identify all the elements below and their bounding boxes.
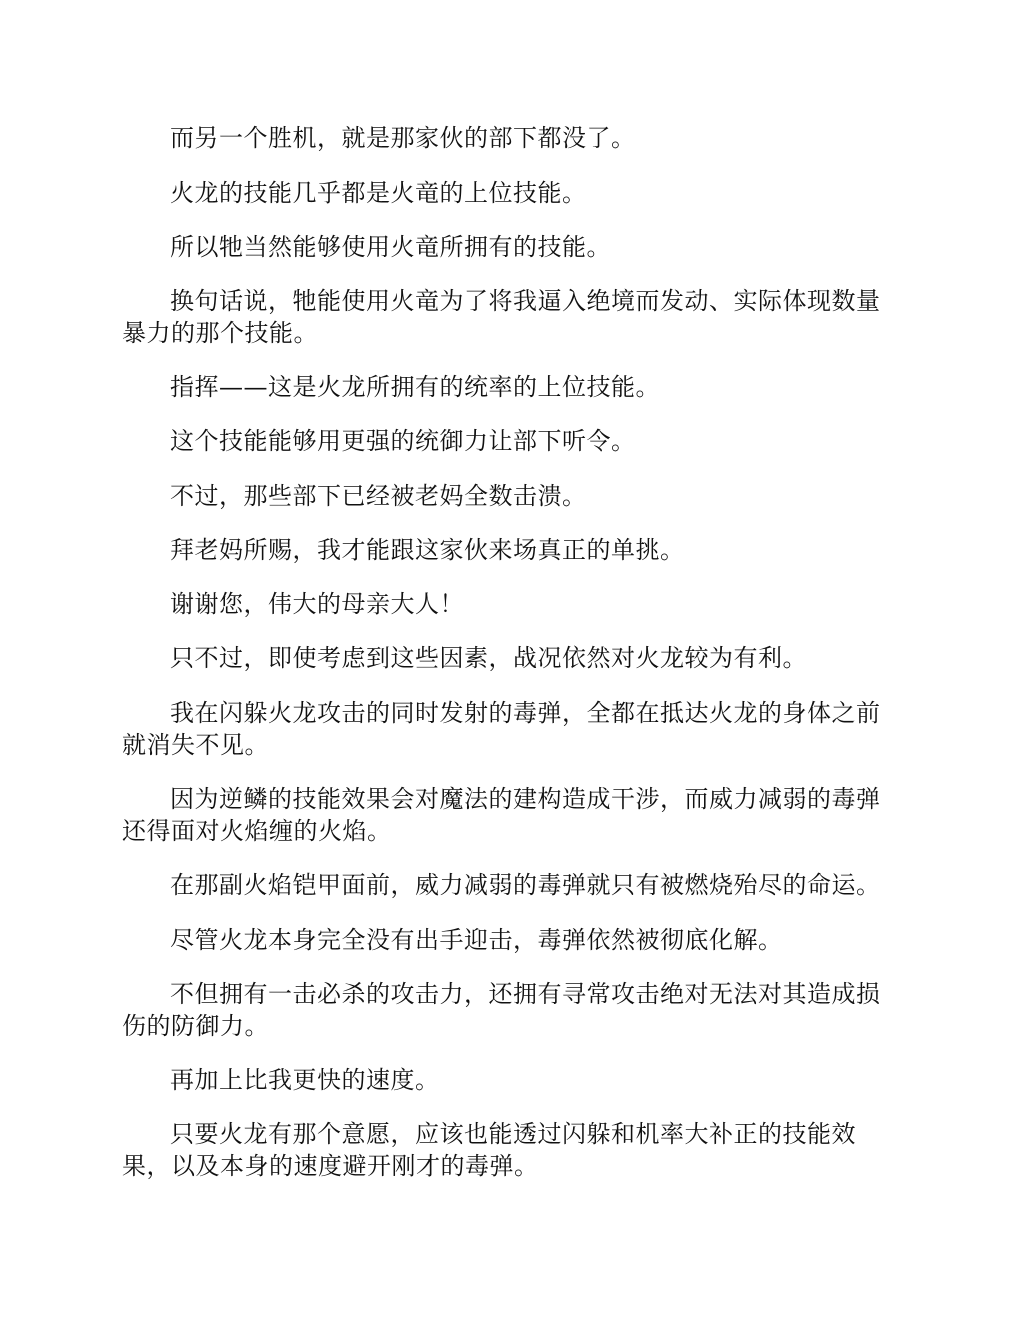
- paragraph: 火龙的技能几乎都是火竜的上位技能。: [170, 179, 587, 207]
- paragraph: 不过，那些部下已经被老妈全数击溃。: [170, 482, 587, 510]
- paragraph: 在那副火焰铠甲面前，威力减弱的毒弹就只有被燃烧殆尽的命运。: [170, 871, 881, 899]
- paragraph: 换句话说，牠能使用火竜为了将我逼入绝境而发动、实际体现数量暴力的那个技能。: [122, 287, 881, 347]
- paragraph: 这个技能能够用更强的统御力让部下听令。: [170, 427, 636, 455]
- paragraph: 尽管火龙本身完全没有出手迎击，毒弹依然被彻底化解。: [170, 926, 783, 954]
- paragraph: 拜老妈所赐，我才能跟这家伙来场真正的单挑。: [170, 536, 685, 564]
- paragraph: 我在闪躲火龙攻击的同时发射的毒弹，全都在抵达火龙的身体之前就消失不见。: [122, 699, 881, 759]
- paragraph: 因为逆鳞的技能效果会对魔法的建构造成干涉，而威力减弱的毒弹还得面对火焰缠的火焰。: [122, 785, 881, 845]
- paragraph: 不但拥有一击必杀的攻击力，还拥有寻常攻击绝对无法对其造成损伤的防御力。: [122, 980, 881, 1040]
- paragraph: 只要火龙有那个意愿，应该也能透过闪躲和机率大补正的技能效果，以及本身的速度避开刚才的毒弹。: [122, 1120, 856, 1180]
- paragraph: 谢谢您，伟大的母亲大人！: [170, 590, 464, 618]
- paragraph: 而另一个胜机，就是那家伙的部下都没了。: [170, 124, 636, 152]
- paragraph: 所以牠当然能够使用火竜所拥有的技能。: [170, 233, 611, 261]
- paragraph: 只不过，即使考虑到这些因素，战况依然对火龙较为有利。: [170, 644, 807, 672]
- paragraph: 指挥——这是火龙所拥有的统率的上位技能。: [170, 373, 660, 401]
- paragraph: 再加上比我更快的速度。: [170, 1066, 440, 1094]
